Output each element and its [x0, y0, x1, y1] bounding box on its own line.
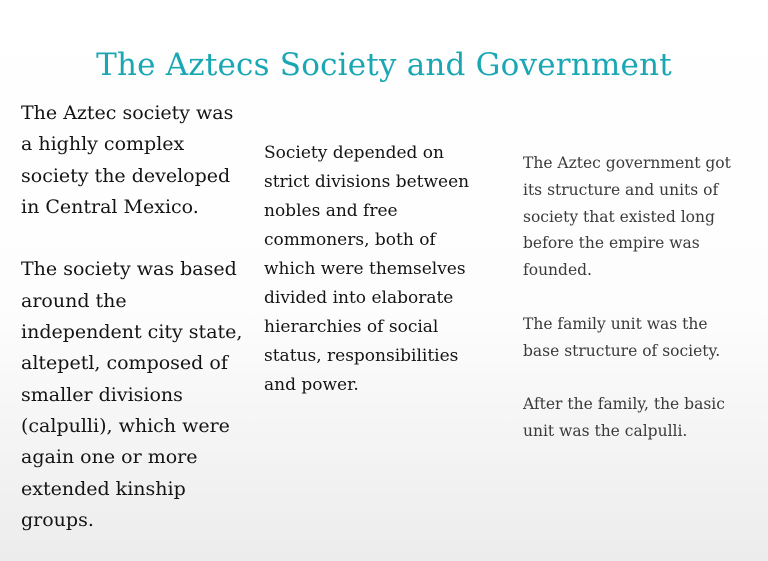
- left-column-text: The Aztec society was a highly complex society the developed in Central Mexico. The society was based around the independent city state, altepetl, composed of smaller divisions (calpulli), which were again one or more extended kinship groups.: [21, 102, 243, 531]
- slide-title: The Aztecs Society and Government: [96, 46, 672, 83]
- middle-column-text: Society depended on strict divisions between nobles and free commoners, both of which were themselves divided into elaborate hierarchies of social status, responsibilities and power.: [264, 143, 470, 395]
- right-column-text: The Aztec government got its structure and units of society that existed long before the empire was founded. The family unit was the base structure of society. After the family, the basic unit was the calpulli.: [523, 154, 731, 440]
